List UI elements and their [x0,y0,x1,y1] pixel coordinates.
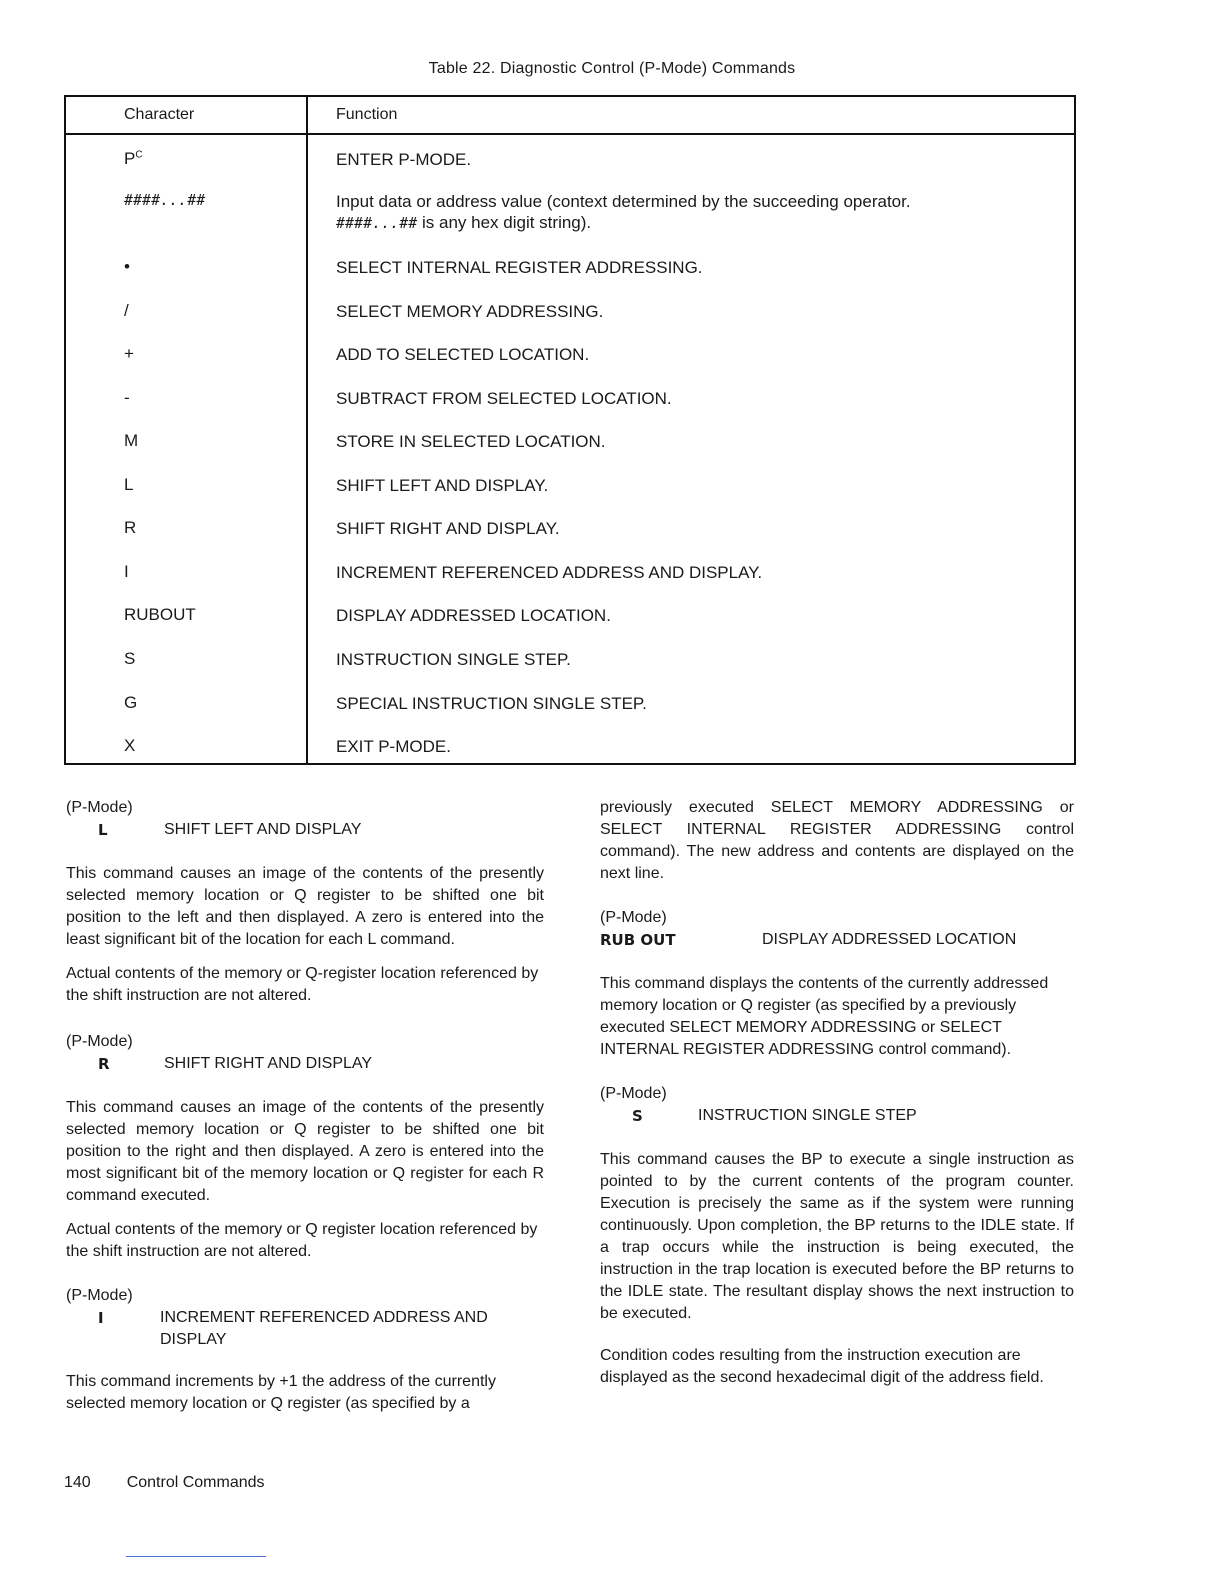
paragraph: This command increments by +1 the address of the currently selected memory location or Q register (as specified by a [66,1373,496,1412]
table-header-divider [66,133,1074,135]
row-char: S [124,649,136,668]
row-function: ENTER P-MODE. [336,150,472,169]
row-function-mono: ####...## [336,214,418,232]
page-number: 140 [64,1474,91,1491]
row-char: L [124,475,134,494]
pmode-tag: (P-Mode) [600,1085,667,1102]
command-key: R [98,1055,110,1073]
row-function: SUBTRACT FROM SELECTED LOCATION. [336,389,672,408]
paragraph: This command causes an image of the contents of the presently selected memory location or Q register to be shifted one bit position to the left and then displayed. A zero is entered into the least significant bit of the location for each L command. [66,865,544,948]
paragraph: Actual contents of the memory or Q-register location referenced by the shift instruction are not altered. [66,965,539,1004]
command-title: INCREMENT REFERENCED ADDRESS AND DISPLAY [160,1309,488,1348]
command-title: SHIFT LEFT AND DISPLAY [164,821,362,838]
row-function: EXIT P-MODE. [336,737,451,756]
command-heading [600,929,1074,951]
pmode-tag: (P-Mode) [600,909,667,926]
paragraph: Condition codes resulting from the instruction execution are displayed as the second hexadecimal digit of the address field. [600,1347,1044,1386]
row-char: I [124,562,129,581]
row-function: DISPLAY ADDRESSED LOCATION. [336,606,611,625]
header-function: Function [336,106,398,123]
right-column [600,797,1074,1389]
pmode-tag: (P-Mode) [66,1033,133,1050]
row-char: G [124,693,138,712]
row-char: + [124,344,134,363]
scan-artifact-line [126,1556,266,1557]
row-char: • [124,257,130,276]
left-column [66,797,544,1415]
command-key: S [632,1107,643,1125]
pmode-tag: (P-Mode) [66,799,133,816]
row-char: R [124,518,137,537]
command-title: SHIFT RIGHT AND DISPLAY [164,1055,373,1072]
row-char: X [124,736,136,755]
table-column-divider [306,97,308,763]
header-character: Character [124,106,195,123]
paragraph: Actual contents of the memory or Q register location referenced by the shift instruction are not altered. [66,1221,538,1260]
row-function: STORE IN SELECTED LOCATION. [336,432,606,451]
paragraph: This command displays the contents of the currently addressed memory location or Q register (as specified by a previously executed SELECT MEMORY ADDRESSING or SELECT INTERNAL REGISTER ADDRESSING control command). [600,975,1049,1058]
row-function: SPECIAL INSTRUCTION SINGLE STEP. [336,694,647,713]
row-char: RUBOUT [124,605,196,624]
paragraph: This command causes the BP to execute a single instruction as pointed to by the current contents of the program counter. Execution is precisely the same as if the system were running continuously. Upon completion, the BP returns to the IDLE state. If a trap occurs while the instruction is being executed, the instruction in the trap location is executed before the BP returns to the IDLE state. The resultant display shows the next instruction to be executed. [600,1151,1074,1322]
paragraph: This command causes an image of the contents of the presently selected memory location or Q register to be shifted one bit position to the right and then displayed. A zero is entered into the most significant bit of the memory location or Q register for each R command executed. [66,1099,544,1204]
section-title: Control Commands [126,1474,265,1491]
row-char: ####...## [124,191,206,209]
row-char: / [124,301,129,320]
paragraph: previously executed SELECT MEMORY ADDRESSING or SELECT INTERNAL REGISTER ADDRESSING control command). The new address and contents are displayed on the next line. [600,799,1074,882]
row-function: INCREMENT REFERENCED ADDRESS AND DISPLAY. [336,563,763,582]
table-caption: Table 22. Diagnostic Control (P-Mode) Commands [428,60,796,77]
page-footer [64,1474,301,1492]
command-heading [66,819,544,841]
row-function: SHIFT RIGHT AND DISPLAY. [336,519,560,538]
row-char: P [124,149,136,168]
command-title: DISPLAY ADDRESSED LOCATION [762,931,1017,948]
pmode-tag: (P-Mode) [66,1287,133,1304]
row-char: M [124,431,139,450]
row-char-sup: C [135,149,143,161]
commands-table [64,95,1076,765]
row-function: INSTRUCTION SINGLE STEP. [336,650,571,669]
row-function: ADD TO SELECTED LOCATION. [336,345,590,364]
row-function: Input data or address value (context determined by the succeeding operator. [336,192,911,211]
command-heading [66,1307,544,1351]
row-function: SELECT INTERNAL REGISTER ADDRESSING. [336,258,703,277]
command-heading [600,1105,1074,1127]
command-key: I [98,1309,104,1327]
row-char: - [124,388,130,407]
row-function-cont: is any hex digit string). [417,213,592,232]
row-function: SELECT MEMORY ADDRESSING. [336,302,604,321]
command-key: RUB OUT [600,931,676,949]
command-heading [66,1053,544,1075]
command-key: L [98,821,108,839]
command-title: INSTRUCTION SINGLE STEP [698,1107,917,1124]
row-function: SHIFT LEFT AND DISPLAY. [336,476,549,495]
